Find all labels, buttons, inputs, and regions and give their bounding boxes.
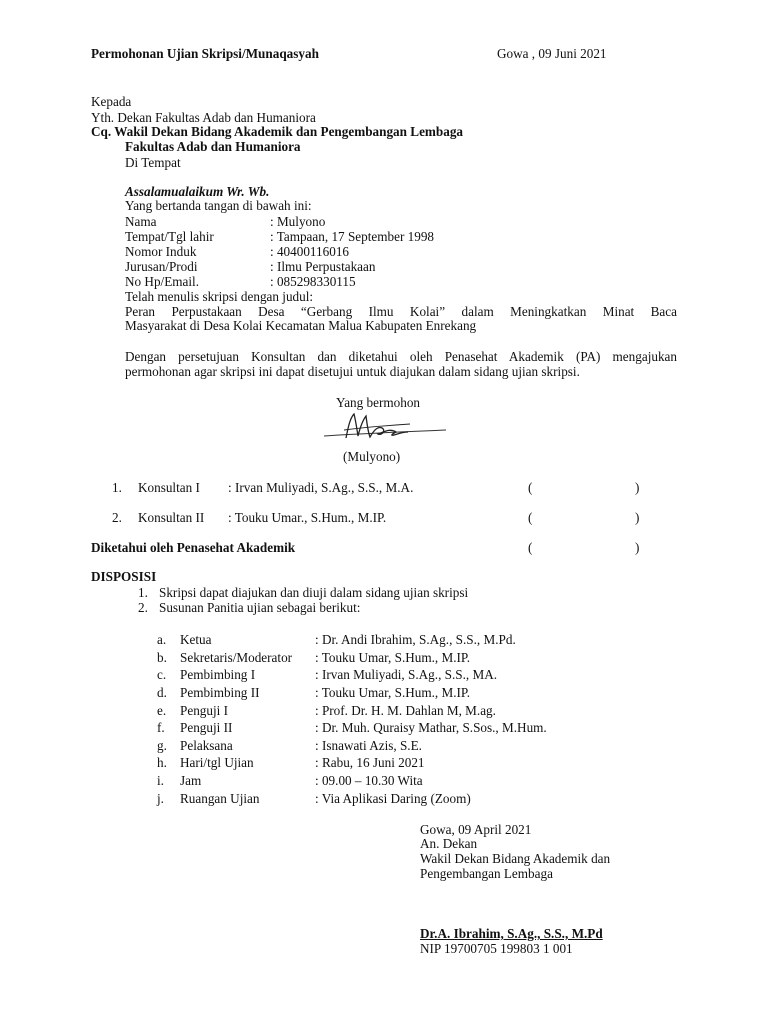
committee-letter: i.: [157, 773, 164, 788]
address-to: Kepada: [91, 94, 132, 109]
committee-member: : Irvan Muliyadi, S.Ag., S.S., MA.: [315, 667, 498, 682]
committee-letter: c.: [157, 667, 167, 682]
identity-label: No Hp/Email.: [125, 274, 199, 289]
disposition-item: Susunan Panitia ujian sebagai berikut:: [159, 600, 361, 615]
committee-role: Sekretaris/Moderator: [180, 650, 293, 665]
committee-letter: f.: [157, 720, 165, 735]
applicant-title: Yang bermohon: [336, 395, 421, 410]
identity-value: : Mulyono: [270, 214, 326, 229]
consultant-name: : Irvan Muliyadi, S.Ag., S.S., M.A.: [228, 480, 414, 495]
thesis-title-line2: Masyarakat di Desa Kolai Kecamatan Malua Kabupaten Enrekang: [125, 318, 477, 333]
identity-value: : 085298330115: [270, 274, 356, 289]
address-faculty: Fakultas Adab dan Humaniora: [125, 139, 301, 154]
identity-value: : Ilmu Perpustakaan: [270, 259, 376, 274]
committee-role: Hari/tgl Ujian: [180, 755, 254, 770]
applicant-signature: [320, 410, 450, 444]
committee-letter: h.: [157, 755, 167, 770]
consultant-role: Konsultan I: [138, 480, 200, 495]
consultant-number: 1.: [112, 480, 122, 495]
letter-subject: Permohonan Ujian Skripsi/Munaqasyah: [91, 46, 319, 61]
disposition-title: DISPOSISI: [91, 569, 157, 584]
signature-bracket-close: ): [635, 510, 640, 525]
identity-value: : 40400116016: [270, 244, 350, 259]
committee-member: : Isnawati Azis, S.E.: [315, 738, 422, 753]
closing-position: Wakil Dekan Bidang Akademik dan: [420, 851, 611, 866]
request-line2: permohonan agar skripsi ini dapat disetujui untuk diajukan dalam sidang ujian skripsi.: [125, 364, 580, 379]
address-recipient: Yth. Dekan Fakultas Adab dan Humaniora: [91, 110, 316, 125]
signature-bracket-open: (: [528, 540, 533, 555]
committee-role: Ketua: [180, 632, 212, 647]
committee-member: : Dr. Andi Ibrahim, S.Ag., S.S., M.Pd.: [315, 632, 516, 647]
address-cq: Cq. Wakil Dekan Bidang Akademik dan Pengembangan Lembaga: [91, 124, 464, 139]
signer-nip: NIP 19700705 199803 1 001: [420, 941, 573, 956]
advisor-label: Diketahui oleh Penasehat Akademik: [91, 540, 296, 555]
committee-letter: b.: [157, 650, 167, 665]
committee-letter: d.: [157, 685, 167, 700]
applicant-name: (Mulyono): [343, 449, 401, 464]
disposition-number: 1.: [138, 585, 148, 600]
signature-bracket-open: (: [528, 510, 533, 525]
committee-member: : 09.00 – 10.30 Wita: [315, 773, 423, 788]
committee-member: : Dr. Muh. Quraisy Mathar, S.Sos., M.Hum.: [315, 720, 547, 735]
signature-bracket-close: ): [635, 540, 640, 555]
consultant-number: 2.: [112, 510, 122, 525]
disposition-number: 2.: [138, 600, 148, 615]
identity-label: Tempat/Tgl lahir: [125, 229, 214, 244]
committee-letter: g.: [157, 738, 167, 753]
committee-member: : Touku Umar, S.Hum., M.IP.: [315, 685, 471, 700]
closing-position: Pengembangan Lembaga: [420, 866, 553, 881]
request-line1: Dengan persetujuan Konsultan dan diketahui oleh Penasehat Akademik (PA) mengajukan: [125, 349, 677, 364]
thesis-intro: Telah menulis skripsi dengan judul:: [125, 289, 314, 304]
consultant-role: Konsultan II: [138, 510, 205, 525]
committee-member: : Touku Umar, S.Hum., M.IP.: [315, 650, 471, 665]
committee-role: Pembimbing II: [180, 685, 260, 700]
committee-member: : Via Aplikasi Daring (Zoom): [315, 791, 471, 806]
committee-member: : Prof. Dr. H. M. Dahlan M, M.ag.: [315, 703, 496, 718]
consultant-name: : Touku Umar., S.Hum., M.IP.: [228, 510, 387, 525]
committee-role: Jam: [180, 773, 202, 788]
address-place: Di Tempat: [125, 155, 181, 170]
identity-value: : Tampaan, 17 September 1998: [270, 229, 435, 244]
committee-letter: a.: [157, 632, 167, 647]
committee-role: Ruangan Ujian: [180, 791, 260, 806]
closing-date: Gowa, 09 April 2021: [420, 822, 532, 837]
committee-letter: e.: [157, 703, 167, 718]
disposition-item: Skripsi dapat diajukan dan diuji dalam sidang ujian skripsi: [159, 585, 469, 600]
committee-role: Pembimbing I: [180, 667, 256, 682]
committee-role: Penguji II: [180, 720, 233, 735]
letter-date: Gowa , 09 Juni 2021: [497, 46, 607, 61]
greeting: Assalamualaikum Wr. Wb.: [125, 184, 270, 199]
identity-label: Nomor Induk: [125, 244, 197, 259]
committee-role: Penguji I: [180, 703, 228, 718]
thesis-title-line1: Peran Perpustakaan Desa “Gerbang Ilmu Kolai” dalam Meningkatkan Minat Baca: [125, 304, 677, 319]
identity-label: Nama: [125, 214, 157, 229]
signer-name: Dr.A. Ibrahim, S.Ag., S.S., M.Pd: [420, 926, 603, 941]
identity-label: Jurusan/Prodi: [125, 259, 198, 274]
signature-bracket-open: (: [528, 480, 533, 495]
closing-on-behalf: An. Dekan: [420, 836, 478, 851]
committee-role: Pelaksana: [180, 738, 233, 753]
committee-letter: j.: [157, 791, 164, 806]
committee-member: : Rabu, 16 Juni 2021: [315, 755, 425, 770]
intro-text: Yang bertanda tangan di bawah ini:: [125, 198, 312, 213]
signature-bracket-close: ): [635, 480, 640, 495]
